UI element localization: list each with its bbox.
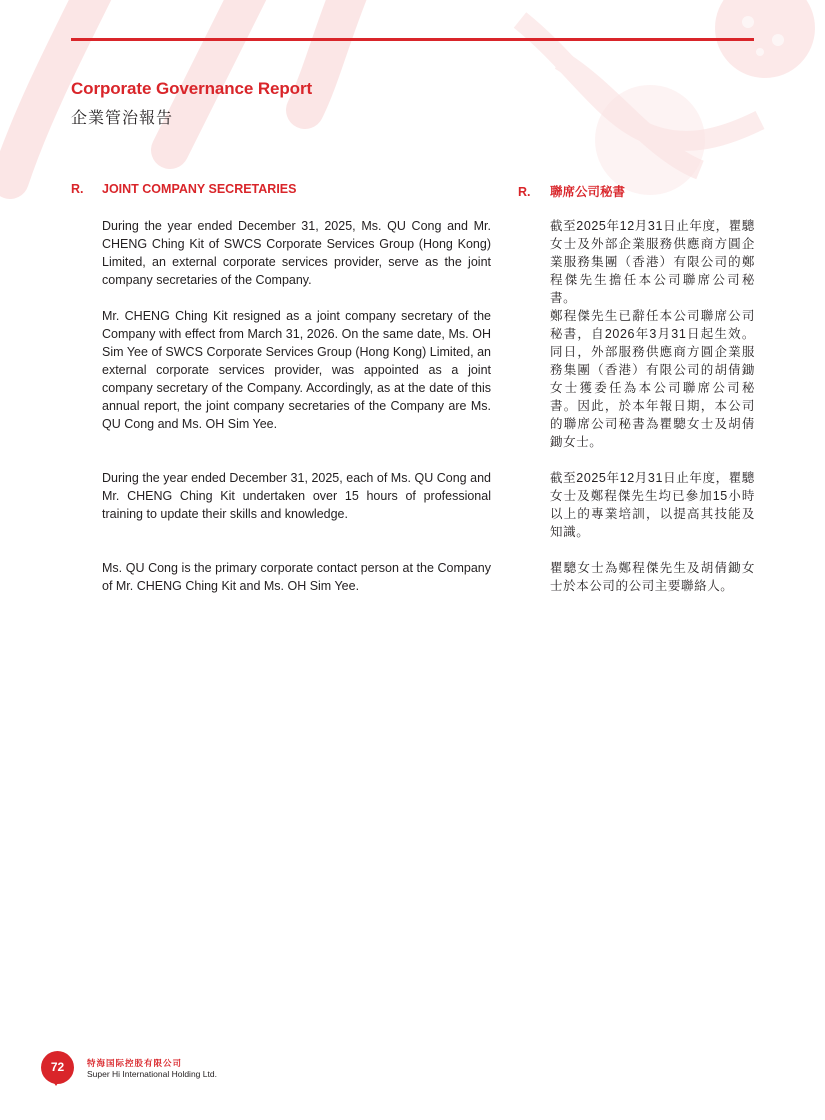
section-title-zh: 聯席公司秘書 bbox=[550, 185, 626, 199]
paragraph-en-1: During the year ended December 31, 2025, Ms. QU Cong and Mr. CHENG Ching Kit of SWCS Corporate Services Group (Hong Kong) Limited, an external corporate services provider, serve as the joint company secretaries of the Company. bbox=[102, 219, 491, 287]
page-title-zh: 企業管治報告 bbox=[71, 110, 174, 127]
paragraph-zh-3: 截至2025年12月31日止年度，瞿驄女士及鄭程傑先生均已參加15小時以上的專業培訓，以提高其技能及知識。 bbox=[550, 471, 755, 539]
section-title-en: JOINT COMPANY SECRETARIES bbox=[102, 182, 297, 196]
paragraph-zh-2: 鄭程傑先生已辭任本公司聯席公司秘書，自2026年3月31日起生效。同日，外部服務供應商方圓企業服務集團（香港）有限公司的胡倩鋤女士獲委任為本公司聯席公司秘書。因此，於本年報日期，本公司的聯席公司秘書為瞿驄女士及胡倩鋤女士。 bbox=[550, 309, 755, 449]
paragraph-en-3: During the year ended December 31, 2025, each of Ms. QU Cong and Mr. CHENG Ching Kit undertaken over 15 hours of professional training to update their skills and knowledge. bbox=[102, 471, 491, 521]
section-heading-zh bbox=[518, 182, 625, 200]
section-number-en: R. bbox=[71, 182, 84, 196]
paragraph-en-4: Ms. QU Cong is the primary corporate contact person at the Company of Mr. CHENG Ching Kit and Ms. OH Sim Yee. bbox=[102, 561, 491, 593]
page-number-badge: 72 bbox=[41, 1051, 74, 1084]
footer-company-zh: 特海国际控股有限公司 bbox=[87, 1058, 183, 1068]
paragraph-zh-4: 瞿驄女士為鄭程傑先生及胡倩鋤女士於本公司的公司主要聯絡人。 bbox=[550, 561, 755, 593]
paragraph-en-2: Mr. CHENG Ching Kit resigned as a joint company secretary of the Company with effect from March 31, 2026. On the same date, Ms. OH Sim Yee of SWCS Corporate Services Group (Hong Kong) Limited, an external corporate services provider, was appointed as a joint company secretary of the Company. Accordingly, as at the date of this annual report, the joint company secretaries of the Company are Ms. QU Cong and Ms. OH Sim Yee. bbox=[102, 309, 491, 431]
footer-company-en: Super Hi International Holding Ltd. bbox=[87, 1069, 217, 1079]
paragraph-zh-1: 截至2025年12月31日止年度，瞿驄女士及外部企業服務供應商方圓企業服務集團（香港）有限公司的鄭程傑先生擔任本公司聯席公司秘書。 bbox=[550, 219, 755, 305]
page-number-badge-tail bbox=[52, 1080, 60, 1086]
header-rule bbox=[71, 38, 754, 41]
section-heading-en bbox=[71, 182, 296, 196]
section-number-zh: R. bbox=[518, 185, 531, 199]
page-title-en: Corporate Governance Report bbox=[71, 79, 313, 98]
